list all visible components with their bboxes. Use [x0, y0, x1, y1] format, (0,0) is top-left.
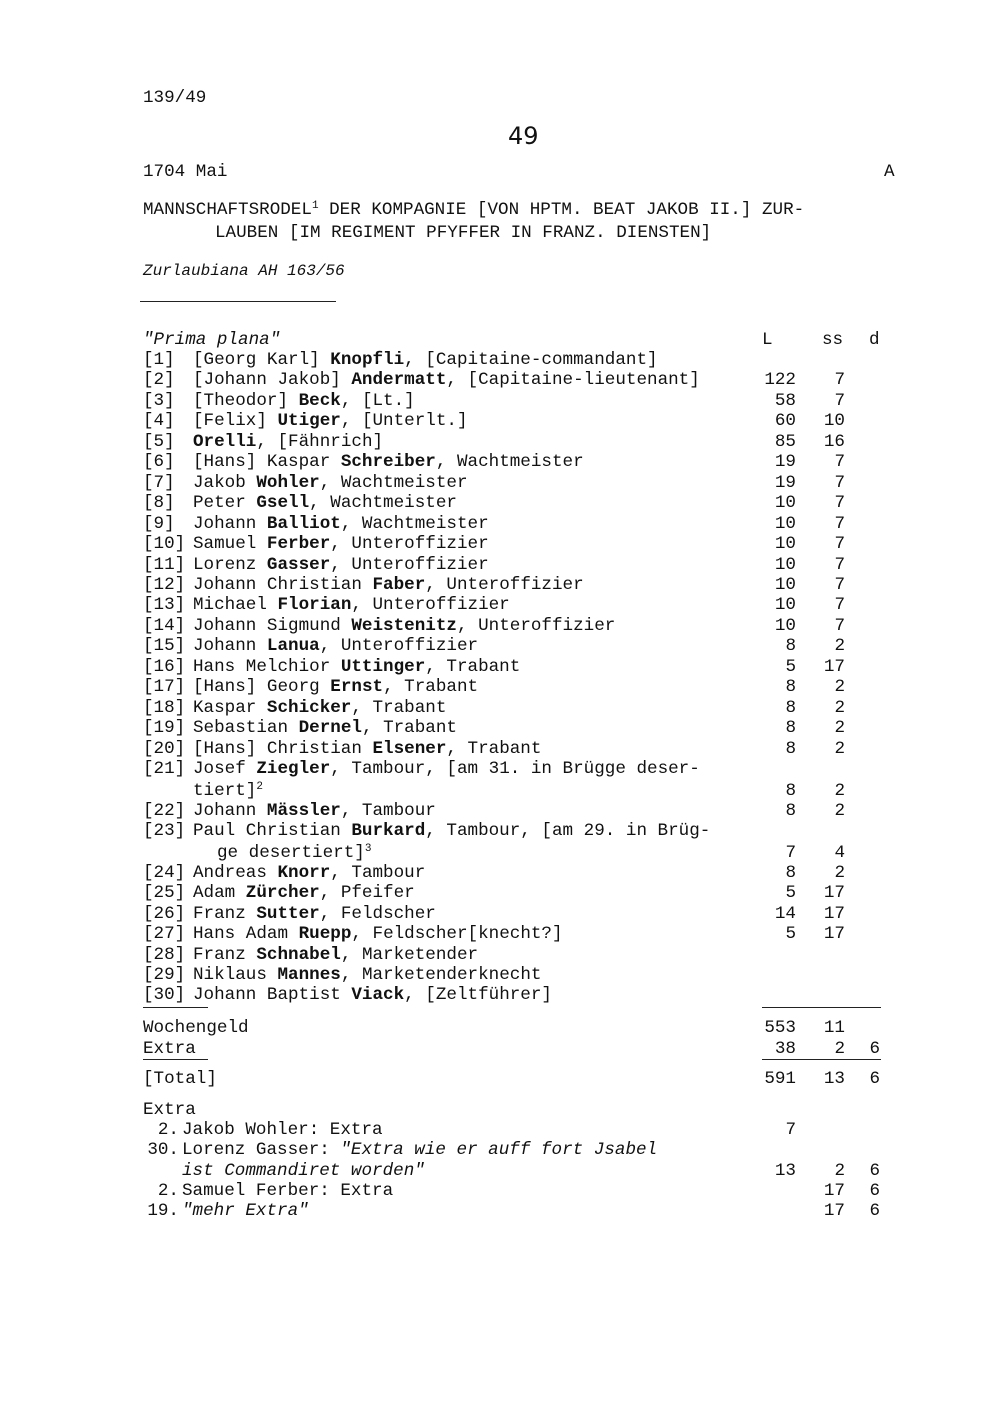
given-name: Samuel [193, 534, 267, 554]
roster-row [143, 759, 700, 779]
footnote-mark: 1 [311, 200, 319, 212]
document-marker: A [884, 162, 895, 182]
rank: , [Capitaine-commandant] [404, 350, 658, 370]
given-name: Johann Baptist [193, 985, 352, 1005]
extra-d: 6 [869, 1039, 880, 1059]
given-name: [Hans] Georg [193, 677, 331, 697]
row-l-value: 10 [774, 575, 796, 595]
row-index: [22] [143, 801, 186, 821]
row-index: [15] [143, 636, 186, 656]
extras-item-text: "mehr Extra" [182, 1201, 309, 1221]
row-index: [9] [143, 514, 175, 534]
roster-row [143, 493, 457, 513]
row-index: [13] [143, 595, 186, 615]
surname: Wohler [256, 473, 320, 493]
row-l-value: 10 [774, 534, 796, 554]
total-label: [Total] [143, 1069, 217, 1089]
row-l-value: 5 [785, 657, 796, 677]
total-l: 591 [764, 1069, 796, 1089]
surname: Knopfli [330, 350, 405, 370]
extras-item-number: 19. [147, 1201, 179, 1221]
row-l-value: 10 [774, 555, 796, 575]
row-ss-value: 7 [834, 575, 845, 595]
footnote-mark: 2 [256, 781, 263, 793]
row-ss-value: 7 [834, 452, 845, 472]
roster-row [143, 985, 552, 1005]
row-l-value: 5 [785, 924, 796, 944]
rank: , Wachtmeister [340, 514, 489, 534]
row-ss-value: 7 [834, 493, 845, 513]
surname: Ferber [266, 534, 331, 554]
row-index: [4] [143, 411, 175, 431]
row-l-value: 8 [785, 739, 796, 759]
surname: Schicker [266, 698, 352, 718]
extra-underline [143, 1059, 208, 1060]
sum-line [762, 1007, 881, 1008]
given-name: Michael [193, 595, 278, 615]
row-index: [1] [143, 350, 175, 370]
row30-underline [143, 1007, 208, 1008]
rank: , Wachtmeister [435, 452, 584, 472]
document-title-line2: LAUBEN [IM REGIMENT PFYFFER IN FRANZ. DIENSTEN] [215, 223, 712, 243]
roster-row [143, 904, 436, 924]
surname: Uttinger [340, 657, 426, 677]
roster-row [143, 739, 541, 759]
row-index: [30] [143, 985, 186, 1005]
row-ss-value: 2 [834, 739, 845, 759]
surname: Faber [372, 575, 426, 595]
rank: , Wachtmeister [319, 473, 468, 493]
roster-row [143, 883, 415, 903]
surname: Gsell [256, 493, 310, 513]
row-ss-value: 7 [834, 391, 845, 411]
row-l-value: 8 [785, 801, 796, 821]
row-ss-value: 2 [834, 801, 845, 821]
given-name: Johann [193, 801, 267, 821]
row-l-value: 5 [785, 883, 796, 903]
rank: , Trabant [383, 677, 479, 697]
rank: , Unteroffizier [330, 555, 489, 575]
row-index: [21] [143, 759, 186, 779]
extras-item-text: Lorenz Gasser: "Extra wie er auff fort Jsabel [182, 1140, 658, 1160]
row-l-value: 8 [785, 781, 796, 801]
surname: Ziegler [256, 759, 331, 779]
roster-row [143, 863, 425, 883]
rank: , Trabant [361, 718, 457, 738]
row-ss-value: 7 [834, 370, 845, 390]
rank: , Marketender [340, 945, 479, 965]
roster-row [143, 452, 584, 472]
rank: , Unteroffizier [456, 616, 616, 636]
surname: Schnabel [256, 945, 341, 965]
row-ss-value: 7 [834, 616, 845, 636]
surname: Burkard [351, 821, 426, 841]
row-index: [6] [143, 452, 175, 472]
rank: , Unteroffizier [425, 575, 584, 595]
separator-line [140, 301, 336, 302]
rank: , Feldscher[knecht?] [351, 924, 563, 944]
row-index: [18] [143, 698, 186, 718]
surname: Andermatt [351, 370, 447, 390]
row-ss-value: 2 [834, 781, 845, 801]
given-name: Hans Adam [193, 924, 299, 944]
rank: , Wachtmeister [309, 493, 457, 513]
row-l-value: 7 [785, 843, 796, 863]
rank: , Unteroffizier [319, 636, 479, 656]
surname: Orelli [193, 432, 257, 452]
row-index: [27] [143, 924, 186, 944]
column-header-ss: ss [822, 330, 844, 350]
roster-row [143, 616, 615, 636]
row-index: [5] [143, 432, 175, 452]
rank: , Trabant [446, 739, 542, 759]
extras-heading: Extra [143, 1100, 196, 1120]
row-index: [8] [143, 493, 175, 513]
row-ss-value: 10 [823, 411, 845, 431]
extras-item-ss: 17 [823, 1201, 845, 1221]
roster-row [143, 411, 468, 431]
roster-row [143, 657, 520, 677]
row-index: [7] [143, 473, 175, 493]
extras-item-l: 13 [774, 1161, 796, 1181]
rank: , Trabant [351, 698, 447, 718]
row-l-value: 122 [764, 370, 796, 390]
extras-item-text: Jakob Wohler: Extra [182, 1120, 383, 1140]
rank: , Tambour [340, 801, 436, 821]
surname: Beck [298, 391, 341, 411]
row-index: [10] [143, 534, 186, 554]
surname: Lanua [266, 636, 320, 656]
roster-row [143, 801, 436, 821]
wochengeld-l: 553 [764, 1018, 796, 1038]
rank: , Feldscher [319, 904, 436, 924]
rank: , Unteroffizier [330, 534, 489, 554]
given-name: [Johann Jakob] [193, 370, 352, 390]
roster-row [143, 821, 710, 841]
row-ss-value: 7 [834, 534, 845, 554]
row-index: [26] [143, 904, 186, 924]
row-l-value: 10 [774, 493, 796, 513]
given-name: Franz [193, 904, 257, 924]
row-l-value: 10 [774, 595, 796, 615]
row-ss-value: 17 [823, 883, 845, 903]
surname: Sutter [256, 904, 320, 924]
given-name: Andreas [193, 863, 278, 883]
row-index: [11] [143, 555, 186, 575]
given-name: Johann [193, 514, 267, 534]
roster-row [143, 575, 584, 595]
extras-item-ss: 17 [823, 1181, 845, 1201]
row-index: [17] [143, 677, 186, 697]
rank: , [Zeltführer] [404, 985, 552, 1005]
given-name: Paul Christian [193, 821, 352, 841]
row-index: [2] [143, 370, 175, 390]
row-ss-value: 17 [823, 657, 845, 677]
table-caption: "Prima plana" [143, 330, 281, 350]
roster-row [143, 677, 478, 697]
extras-item-d: 6 [869, 1201, 880, 1221]
roster-row [143, 718, 457, 738]
roster-row [143, 945, 478, 965]
row-index: [28] [143, 945, 186, 965]
row-ss-value: 2 [834, 863, 845, 883]
document-title-line1: MANNSCHAFTSRODEL$^1$ DER KOMPAGNIE [VON HPTM. BEAT JAKOB II.] ZUR- [143, 200, 805, 220]
surname: Mässler [266, 801, 341, 821]
given-name: Josef [193, 759, 257, 779]
roster-row [143, 555, 489, 575]
given-name: Johann Sigmund [193, 616, 352, 636]
given-name: [Georg Karl] [193, 350, 331, 370]
wochengeld-ss: 11 [823, 1018, 845, 1038]
roster-row-continued: ge desertiert]$^3$ [217, 843, 372, 863]
surname: Balliot [266, 514, 341, 534]
rank: , [Unterlt.] [340, 411, 468, 431]
page-number: 49 [508, 122, 539, 150]
surname: Viack [351, 985, 405, 1005]
roster-row [143, 350, 658, 370]
roster-row [143, 514, 489, 534]
rank: , Marketenderknecht [340, 965, 542, 985]
row-l-value: 10 [774, 514, 796, 534]
row-l-value: 10 [774, 616, 796, 636]
extras-item-number: 2. [157, 1181, 179, 1201]
given-name: Jakob [193, 473, 257, 493]
roster-row [143, 534, 489, 554]
extra-label: Extra [143, 1039, 196, 1059]
surname: Ernst [330, 677, 384, 697]
row-ss-value: 7 [834, 555, 845, 575]
total-line [762, 1059, 881, 1060]
row-index: [24] [143, 863, 186, 883]
row-index: [19] [143, 718, 186, 738]
row-l-value: 8 [785, 698, 796, 718]
rank: , [Lt.] [340, 391, 415, 411]
footnote-mark: 3 [364, 843, 372, 855]
archive-ref: 139/49 [143, 88, 207, 108]
row-l-value: 19 [774, 473, 796, 493]
surname: Zürcher [245, 883, 320, 903]
row-index: [14] [143, 616, 186, 636]
row-l-value: 60 [774, 411, 796, 431]
extras-item-d: 6 [869, 1181, 880, 1201]
row-l-value: 58 [774, 391, 796, 411]
wochengeld-label: Wochengeld [143, 1018, 249, 1038]
rank: , [Capitaine-lieutenant] [446, 370, 700, 390]
roster-row [143, 432, 383, 452]
surname: Utiger [277, 411, 341, 431]
surname: Knorr [277, 863, 331, 883]
roster-row [143, 965, 541, 985]
given-name: [Hans] Christian [193, 739, 373, 759]
extra-l: 38 [774, 1039, 796, 1059]
surname: Ruepp [298, 924, 352, 944]
surname: Florian [277, 595, 352, 615]
row-l-value: 8 [785, 677, 796, 697]
rank: , [Fähnrich] [256, 432, 384, 452]
roster-row [143, 595, 510, 615]
roster-row-continued: tiert]$^2$ [193, 781, 263, 801]
total-d: 6 [869, 1069, 880, 1089]
roster-row [143, 698, 446, 718]
given-name: [Hans] Kaspar [193, 452, 341, 472]
given-name: Johann [193, 636, 267, 656]
total-ss: 13 [823, 1069, 845, 1089]
given-name: [Felix] [193, 411, 278, 431]
source-reference: Zurlaubiana AH 163/56 [143, 262, 345, 280]
given-name: Adam [193, 883, 246, 903]
row-ss-value: 16 [823, 432, 845, 452]
given-name: Kaspar [193, 698, 267, 718]
rank: , Pfeifer [319, 883, 415, 903]
given-name: Niklaus [193, 965, 278, 985]
given-name: Peter [193, 493, 257, 513]
extras-item-d: 6 [869, 1161, 880, 1181]
column-header-d: d [869, 330, 880, 350]
row-l-value: 8 [785, 863, 796, 883]
surname: Weistenitz [351, 616, 457, 636]
row-index: [3] [143, 391, 175, 411]
rank: , Unteroffizier [351, 595, 510, 615]
row-ss-value: 17 [823, 904, 845, 924]
row-ss-value: 2 [834, 677, 845, 697]
row-ss-value: 2 [834, 636, 845, 656]
rank: , Tambour, [am 31. in Brügge deser- [330, 759, 700, 779]
extras-item-l: 7 [785, 1120, 796, 1140]
rank: , Tambour [330, 863, 426, 883]
surname: Schreiber [340, 452, 436, 472]
row-l-value: 8 [785, 718, 796, 738]
row-index: [16] [143, 657, 186, 677]
given-name: Hans Melchior [193, 657, 341, 677]
given-name: Johann Christian [193, 575, 373, 595]
roster-row [143, 370, 700, 390]
extras-item-text: Samuel Ferber: Extra [182, 1181, 394, 1201]
column-header-l: L [762, 330, 773, 350]
given-name: [Theodor] [193, 391, 299, 411]
row-index: [25] [143, 883, 186, 903]
given-name: Sebastian [193, 718, 299, 738]
row-l-value: 8 [785, 636, 796, 656]
row-index: [23] [143, 821, 186, 841]
document-date: 1704 Mai [143, 162, 228, 182]
extras-item-ss: 2 [834, 1161, 845, 1181]
surname: Mannes [277, 965, 341, 985]
roster-row [143, 636, 478, 656]
row-ss-value: 2 [834, 718, 845, 738]
row-index: [20] [143, 739, 186, 759]
extras-item-text-continued: ist Commandiret worden" [182, 1161, 425, 1181]
row-ss-value: 17 [823, 924, 845, 944]
row-l-value: 85 [774, 432, 796, 452]
row-l-value: 19 [774, 452, 796, 472]
extras-item-number: 30. [147, 1140, 179, 1160]
row-l-value: 14 [774, 904, 796, 924]
row-ss-value: 7 [834, 595, 845, 615]
row-index: [29] [143, 965, 186, 985]
roster-row [143, 473, 468, 493]
row-ss-value: 4 [834, 843, 845, 863]
rank: , Trabant [425, 657, 521, 677]
row-ss-value: 7 [834, 473, 845, 493]
given-name: Franz [193, 945, 257, 965]
rank: , Tambour, [am 29. in Brüg- [425, 821, 711, 841]
row-ss-value: 2 [834, 698, 845, 718]
surname: Elsener [372, 739, 447, 759]
given-name: Lorenz [193, 555, 267, 575]
surname: Dernel [298, 718, 362, 738]
roster-row [143, 924, 563, 944]
row-index: [12] [143, 575, 186, 595]
extras-item-number: 2. [157, 1120, 179, 1140]
row-ss-value: 7 [834, 514, 845, 534]
extra-ss: 2 [834, 1039, 845, 1059]
surname: Gasser [266, 555, 331, 575]
roster-row [143, 391, 415, 411]
